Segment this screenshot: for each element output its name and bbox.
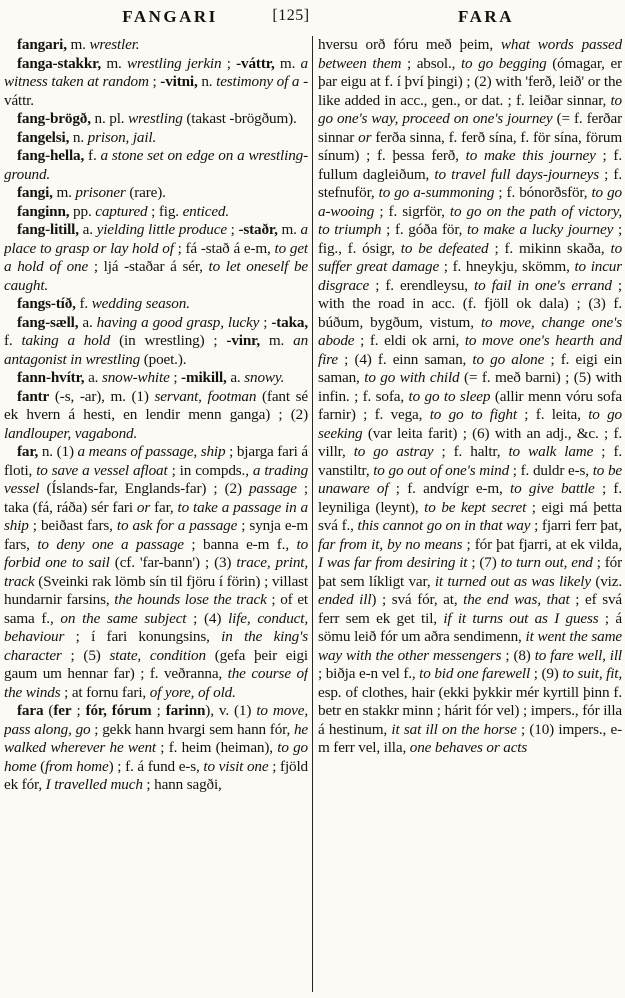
entry-text: ; fig. bbox=[147, 202, 183, 220]
gloss-text: passage bbox=[248, 480, 297, 497]
headword: fang-hella, bbox=[17, 147, 85, 164]
gloss-text: to turn out, end bbox=[500, 554, 593, 571]
gloss-text: to move, change one's abode bbox=[318, 313, 622, 349]
gloss-text: it turned out as was likely bbox=[434, 572, 591, 590]
entry-text: (= f. ferðar sinnar bbox=[318, 110, 622, 146]
gloss-text: wrestler. bbox=[89, 36, 140, 53]
entry-text: n. (1) bbox=[38, 443, 78, 460]
entry-text: esp. of clothes, hair (ekki þykkir mér kyrtill þinn f. betr en stakkr minn ; hárit fór vel) ; impers., fór illa á hestinum, bbox=[318, 683, 622, 738]
headword: far, bbox=[17, 443, 39, 460]
entry-text: ; bbox=[226, 221, 239, 238]
gloss-text: taking a hold bbox=[21, 332, 111, 349]
dictionary-entry bbox=[4, 314, 308, 370]
entry-text: (var leita farit) ; (6) with an adj., &c. ; f. villr, bbox=[318, 424, 622, 460]
entry-text: m. bbox=[101, 54, 127, 72]
running-head-left: FANGARI bbox=[122, 7, 218, 26]
column-left bbox=[4, 36, 308, 992]
gloss-text: to go to fight bbox=[429, 406, 517, 423]
gloss-text: to be unaware of bbox=[318, 461, 622, 497]
entry-text: (takast -brögðum). bbox=[182, 110, 297, 127]
gloss-text: to travel full days-journeys bbox=[434, 165, 599, 183]
gloss-text: one behaves or acts bbox=[409, 739, 528, 756]
gloss-text: to walk lame bbox=[508, 443, 594, 460]
gloss-text: of yore, of old. bbox=[149, 683, 236, 701]
entry-text: ; at fornu fari, bbox=[60, 683, 150, 701]
gloss-text: to save a vessel afloat bbox=[36, 461, 168, 479]
gloss-text: or bbox=[358, 128, 372, 146]
gloss-text: to go on the path of victory, to triumph bbox=[318, 202, 622, 238]
headword: -taka, bbox=[271, 313, 308, 331]
headword: fanginn, bbox=[17, 202, 70, 220]
entry-text: ; f. leita, bbox=[516, 406, 589, 423]
gloss-text: to go home bbox=[4, 739, 308, 775]
entry-text: ; hann sagði, bbox=[142, 776, 222, 793]
entry-text: ; biðja e-n vel f., bbox=[318, 665, 420, 682]
gloss-text: enticed. bbox=[182, 202, 230, 220]
gloss-text: to let oneself be caught. bbox=[4, 258, 308, 294]
running-head-right: FARA bbox=[458, 7, 514, 26]
entry-text: (poet.). bbox=[140, 350, 187, 368]
gloss-text: to go alone bbox=[472, 350, 545, 368]
entry-text: ; f. sigrför, bbox=[374, 202, 450, 220]
headword: fang-brögð, bbox=[17, 110, 91, 127]
entry-text: ; bbox=[151, 702, 166, 719]
headword: fara bbox=[17, 702, 44, 719]
entry-text: pp. bbox=[69, 202, 96, 220]
entry-text: ; á sömu leið fór um aðra sendimenn, bbox=[318, 609, 622, 645]
entry-text: ; bjarga fari á floti, bbox=[4, 443, 308, 479]
page-number: [125] bbox=[272, 7, 310, 24]
entry-text: (allir menn vóru sofa farnir) ; f. vega, bbox=[318, 387, 622, 423]
gloss-text: to deny one a passage bbox=[37, 535, 184, 553]
entry-text: ; (8) bbox=[501, 646, 535, 664]
entry-text: (rare). bbox=[125, 184, 166, 201]
gloss-text: yielding little produce bbox=[96, 221, 227, 238]
entry-text: ; f. andvígr e-m, bbox=[388, 480, 511, 497]
entry-text: n. bbox=[197, 73, 217, 90]
gloss-text: it went the same way with the other messengers bbox=[318, 628, 622, 664]
entry-text: ; bbox=[259, 313, 272, 331]
gloss-text: prisoner bbox=[75, 184, 126, 201]
entry-text: ; f. eldi ok arni, bbox=[354, 332, 465, 349]
gloss-text: to move one's hearth and fire bbox=[318, 332, 622, 368]
entry-text: ; f. leyniliga (leynt), bbox=[318, 480, 622, 516]
entry-text: (viz. bbox=[590, 572, 622, 590]
headword: fang-sæll, bbox=[17, 313, 79, 331]
gloss-text: to suit, fit, bbox=[562, 665, 622, 682]
headword: fangelsi, bbox=[17, 128, 70, 146]
gloss-text: an antagonist in wrestling bbox=[4, 332, 308, 368]
entry-text: ; gekk hann hvargi sem hann fór, bbox=[90, 720, 294, 738]
entry-text: ; f. mikinn skaða, bbox=[488, 239, 611, 257]
entry-text: ; í fari konungsins, bbox=[64, 628, 222, 645]
headword: -vitni, bbox=[160, 73, 198, 90]
entry-text: ; synja e-m fars, bbox=[4, 517, 308, 553]
gloss-text: on the same subject bbox=[60, 609, 187, 627]
entry-text: ; (9) bbox=[530, 665, 563, 682]
gloss-text: to bid one farewell bbox=[419, 665, 531, 682]
entry-text: (Sveinki rak lömb sín til fjöru í förin) ; villast hundarnir farsins, bbox=[4, 572, 308, 608]
entry-text: ; f. haltr, bbox=[433, 443, 509, 460]
gloss-text: to give battle bbox=[510, 480, 595, 497]
dictionary-entry bbox=[318, 36, 622, 758]
gloss-text: to make a lucky journey bbox=[467, 221, 614, 238]
dictionary-entry bbox=[4, 388, 308, 444]
headword: -staðr, bbox=[238, 221, 278, 238]
gloss-text: to get a hold of one bbox=[4, 239, 308, 275]
dictionary-entry bbox=[4, 129, 308, 148]
headword: -vinr, bbox=[226, 332, 260, 349]
entry-text: m. bbox=[259, 332, 294, 349]
entry-text: f. bbox=[75, 295, 92, 312]
entry-text: m. bbox=[52, 184, 76, 201]
entry-text: (-s, -ar), m. (1) bbox=[49, 387, 155, 405]
entry-text: a. bbox=[84, 369, 102, 386]
entry-text: ; (10) impers., e-m ferr vel, illa, bbox=[318, 720, 622, 756]
entry-text: ; f. góða för, bbox=[381, 221, 468, 238]
gloss-text: ended ill bbox=[318, 591, 372, 608]
gloss-text: having a good grasp, lucky bbox=[96, 313, 260, 331]
gloss-text: I travelled much bbox=[45, 776, 143, 793]
gloss-text: to visit one bbox=[203, 757, 269, 775]
gloss-text: far from it, by no means bbox=[318, 535, 463, 553]
entry-text: ; (7) bbox=[467, 554, 501, 571]
entry-text: ; banna e-m f., bbox=[183, 535, 297, 553]
entry-text: ; (5) bbox=[61, 646, 110, 664]
entry-text: f. bbox=[4, 332, 22, 349]
headword: fangari, bbox=[17, 36, 67, 53]
gloss-text: a witness taken at random bbox=[4, 54, 308, 90]
entry-text: ; f. duldr e-s, bbox=[509, 461, 593, 479]
entry-text: n. bbox=[69, 128, 88, 146]
headword: fantr bbox=[17, 387, 50, 405]
entry-text: ; f. fullum dagleiðum, bbox=[318, 147, 622, 183]
gloss-text: if it turns out as I guess bbox=[443, 609, 599, 627]
gloss-text: to go begging bbox=[460, 54, 547, 72]
gloss-text: a trading vessel bbox=[4, 461, 308, 497]
entry-text: far, bbox=[150, 498, 178, 516]
entry-text: ( bbox=[40, 757, 45, 775]
gloss-text: to make this journey bbox=[465, 147, 596, 164]
gloss-text: to take a passage in a ship bbox=[4, 498, 308, 534]
dictionary-entry bbox=[4, 55, 308, 111]
entry-text: (Íslands-far, Englands-far) ; (2) bbox=[39, 480, 249, 497]
headword: fang-litill, bbox=[17, 221, 79, 238]
entry-text: ; fjöld ek fór, bbox=[4, 757, 308, 793]
entry-text: ; with the road in acc. (f. fjöll ok dala) ; (3) f. búðum, bygðum, vistum, bbox=[318, 276, 622, 331]
entry-text: ) ; f. á fund e-s, bbox=[108, 757, 204, 775]
gloss-text: he walked wherever he went bbox=[4, 720, 308, 756]
headword: -váttr, bbox=[236, 54, 275, 72]
entry-text: ; fjarri ferr þat, bbox=[530, 517, 622, 534]
headword: fór, fórum bbox=[85, 702, 152, 719]
gloss-text: the hounds lose the track bbox=[114, 591, 267, 608]
entry-text: ) ; svá fór, at, bbox=[371, 591, 464, 608]
column-right bbox=[318, 36, 622, 992]
entry-text: a. bbox=[226, 369, 245, 386]
entry-text: ; bbox=[71, 702, 86, 719]
gloss-text: prison, jail. bbox=[87, 128, 157, 146]
dictionary-entry bbox=[4, 702, 308, 795]
gloss-text: servant, footman bbox=[154, 387, 257, 405]
dictionary-entry bbox=[4, 184, 308, 203]
entry-text: ; bbox=[148, 73, 161, 90]
entry-text: ; bbox=[169, 369, 182, 386]
gloss-text: to go to sleep bbox=[408, 387, 491, 405]
gloss-text: to go a-wooing bbox=[318, 184, 622, 220]
entry-text: (ómagar, er þar eigu at f. í því þingi) ; (2) with 'ferð, leið' or the like added in acc., gen., or dat. ; f. leiðar sinnar, bbox=[318, 54, 622, 109]
entry-text: m. bbox=[277, 221, 301, 238]
entry-text: ; f. vanstiltr, bbox=[318, 443, 622, 479]
gloss-text: a place to grasp or lay hold of bbox=[4, 221, 308, 257]
entry-text: (= f. með barni) ; (5) with infin. ; f. sofa, bbox=[318, 369, 622, 405]
gloss-text: to go a-summoning bbox=[378, 184, 495, 201]
entry-text: hversu orð fóru með þeim, bbox=[318, 36, 501, 53]
column-divider-rule bbox=[312, 36, 313, 992]
entry-text: ; f. bónorðsför, bbox=[494, 184, 592, 201]
entry-text: ; f. heim (heiman), bbox=[155, 739, 278, 756]
entry-text: ; in compds., bbox=[167, 461, 253, 479]
gloss-text: to go out of one's mind bbox=[373, 461, 510, 479]
gloss-text: to suffer great damage bbox=[318, 239, 622, 275]
entry-text: ; bbox=[221, 54, 237, 72]
gloss-text: from home bbox=[44, 757, 109, 775]
gloss-text: to forbid one to sail bbox=[4, 535, 308, 571]
entry-text: ), v. (1) bbox=[205, 702, 257, 719]
entry-text: ; f. stefnuför, bbox=[318, 165, 622, 201]
entry-text: (gefa þeir eigi gaum um hennar far) ; f. veðranna, bbox=[4, 646, 308, 682]
entry-text: ; fór þat sem líkligt var, bbox=[318, 554, 622, 590]
gloss-text: to go with child bbox=[364, 369, 460, 386]
entry-text: ; f. hneykju, skömm, bbox=[439, 258, 575, 275]
headword: fangi, bbox=[17, 184, 53, 201]
gloss-text: I was far from desiring it bbox=[318, 554, 468, 571]
dictionary-entry bbox=[4, 147, 308, 184]
headword: farinn bbox=[165, 702, 206, 719]
text-columns bbox=[0, 36, 625, 992]
entry-text: ; of et sama f., bbox=[4, 591, 308, 627]
gloss-text: to move, pass along, go bbox=[4, 702, 308, 738]
gloss-text: landlouper, vagabond. bbox=[4, 424, 138, 442]
gloss-text: the course of the winds bbox=[4, 665, 308, 701]
entry-text: ; f. erendleysu, bbox=[369, 276, 475, 294]
gloss-text: to go one's way, proceed on one's journey bbox=[318, 91, 622, 127]
gloss-text: to incur disgrace bbox=[318, 258, 622, 294]
entry-text: ; eigi má þetta svá f., bbox=[318, 498, 622, 534]
entry-text: n. pl. bbox=[90, 110, 129, 127]
entry-text: ; ef svá ferr sem ek get til, bbox=[318, 591, 622, 627]
entry-text: ; absol., bbox=[401, 54, 461, 72]
entry-text: m. bbox=[66, 36, 90, 53]
gloss-text: to ask for a passage bbox=[116, 517, 238, 534]
entry-text: ; fig., f. ósigr, bbox=[318, 221, 622, 257]
entry-text: ; (4) f. einn saman, bbox=[337, 350, 473, 368]
entry-text: ; fá -stað á e-m, bbox=[173, 239, 275, 257]
gloss-text: in the king's character bbox=[4, 628, 308, 664]
gloss-text: wrestling bbox=[128, 110, 183, 127]
gloss-text: to go astray bbox=[353, 443, 434, 460]
entry-text: (cf. 'far-bann') ; (3) bbox=[109, 554, 237, 571]
headword: fanga-stakkr, bbox=[17, 54, 101, 72]
dictionary-entry bbox=[4, 36, 308, 55]
dictionary-entry bbox=[4, 203, 308, 222]
headword: fann-hvítr, bbox=[17, 369, 85, 386]
entry-text: ; beiðast fars, bbox=[28, 517, 117, 534]
entry-text: (in wrestling) ; bbox=[110, 332, 227, 349]
gloss-text: captured bbox=[95, 202, 148, 220]
gloss-text: this cannot go on in that way bbox=[357, 517, 531, 534]
page-header bbox=[0, 0, 625, 36]
gloss-text: or bbox=[136, 498, 151, 516]
dictionary-entry bbox=[4, 295, 308, 314]
dictionary-entry bbox=[4, 110, 308, 129]
entry-text: a. bbox=[78, 313, 97, 331]
gloss-text: what words passed between them bbox=[318, 36, 622, 72]
entry-text: ; taka (fá, ráða) sér fari bbox=[4, 480, 308, 516]
gloss-text: to go seeking bbox=[318, 406, 622, 442]
entry-text: m. bbox=[274, 54, 301, 72]
gloss-text: snow-white bbox=[101, 369, 170, 386]
entry-text: ; fór þat fjarri, at ek vilda, bbox=[462, 535, 622, 553]
gloss-text: wedding season. bbox=[91, 295, 190, 312]
dictionary-entry bbox=[4, 369, 308, 388]
headword: fer bbox=[53, 702, 72, 719]
gloss-text: it sat ill on the horse bbox=[391, 720, 517, 738]
entry-text: -váttr. bbox=[4, 73, 308, 109]
gloss-text: life, conduct, behaviour bbox=[4, 609, 308, 645]
gloss-text: to be kept secret bbox=[424, 498, 527, 516]
entry-text: ( bbox=[43, 702, 54, 719]
entry-text: ; f. eigi ein saman, bbox=[318, 350, 622, 386]
gloss-text: the end was, that bbox=[463, 591, 570, 608]
entry-text: ; ljá -staðar á sér, bbox=[88, 258, 209, 275]
headword: -mikill, bbox=[181, 369, 227, 386]
gloss-text: trace, print, track bbox=[4, 554, 308, 590]
gloss-text: to fare well, ill bbox=[534, 646, 622, 664]
gloss-text: state, condition bbox=[109, 646, 206, 664]
gloss-text: wrestling jerkin bbox=[126, 54, 222, 72]
gloss-text: testimony of a bbox=[216, 73, 304, 90]
entry-text: (fant sé ek hvern á hesti, en lendir menn ganga) ; (2) bbox=[4, 387, 308, 423]
gloss-text: a means of passage, ship bbox=[77, 443, 226, 460]
entry-text: ferða sinna, f. ferð sína, f. för sína, förum sínum) ; f. þessa ferð, bbox=[318, 128, 622, 164]
gloss-text: to fail in one's errand bbox=[474, 276, 612, 294]
entry-text: a. bbox=[78, 221, 97, 238]
gloss-text: a stone set on edge on a wrestling-ground. bbox=[4, 147, 308, 183]
gloss-text: snowy. bbox=[244, 369, 285, 386]
headword: fangs-tíð, bbox=[17, 295, 76, 312]
entry-text: f. bbox=[84, 147, 101, 164]
dictionary-entry bbox=[4, 443, 308, 702]
entry-text: ; (4) bbox=[186, 609, 229, 627]
dictionary-entry bbox=[4, 221, 308, 295]
gloss-text: to be defeated bbox=[400, 239, 489, 257]
